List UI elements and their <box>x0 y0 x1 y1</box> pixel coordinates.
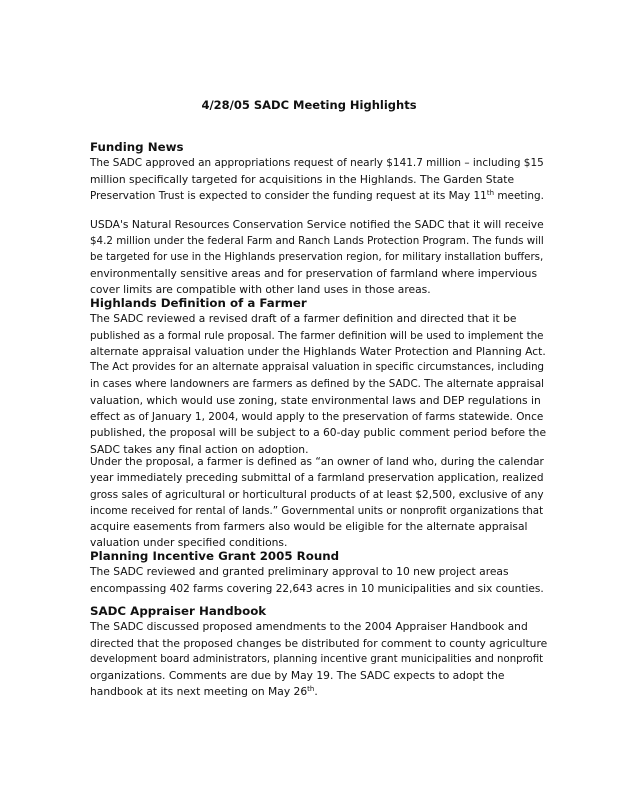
text-line: published as a formal rule proposal. The farmer definition will be used to implement the <box>90 329 544 342</box>
text-line: The SADC reviewed and granted preliminary approval to 10 new project areas <box>90 565 509 579</box>
section-funding-news <box>90 139 544 204</box>
text-line: alternate appraisal valuation under the Highlands Water Protection and Planning Act. <box>90 344 546 358</box>
section-heading: Funding News <box>90 140 184 154</box>
text-line: valuation, which would use zoning, state environmental laws and DEP regulations in <box>90 393 541 407</box>
text-line: $4.2 million under the federal Farm and Ranch Lands Protection Program. The funds will <box>90 235 544 248</box>
text-line: in cases where landowners are farmers as defined by the SADC. The alternate appraisal <box>90 378 545 391</box>
paragraph <box>90 155 544 204</box>
text-line-part: meeting. <box>494 189 544 202</box>
section-heading: Planning Incentive Grant 2005 Round <box>90 549 340 563</box>
section-highlands-farmer-definition <box>90 295 547 458</box>
text-line: gross sales of agricultural or horticultural products of at least $2,500, exclusive of any <box>90 488 544 501</box>
text-line: effect as of January 1, 2004, would apply to the preservation of farms statewide. Once <box>90 411 544 424</box>
text-line: published, the proposal will be subject to a 60-day public comment period before the <box>90 426 547 440</box>
text-line: SADC takes any final action on adoption. <box>90 442 309 456</box>
text-line: directed that the proposed changes be distributed for comment to county agriculture <box>90 636 548 650</box>
section-appraiser-handbook <box>90 603 548 701</box>
section-heading: Highlands Definition of a Farmer <box>90 296 307 310</box>
text-line: be targeted for use in the Highlands preservation region, for military installation buffers, <box>90 251 544 263</box>
text-line <box>90 188 544 204</box>
text-line-part: . <box>314 685 318 699</box>
paragraph <box>90 311 547 458</box>
text-line: development board administrators, planning incentive grant municipalities and nonprofit <box>90 653 544 665</box>
text-line: income received for rental of lands.” Governmental units or nonprofit organizations that <box>90 504 544 517</box>
text-line: encompassing 402 farms covering 22,643 acres in 10 municipalities and six counties. <box>90 582 544 595</box>
text-line: Under the proposal, a farmer is defined as “an owner of land who, during the calendar <box>90 456 544 468</box>
paragraph <box>90 619 548 700</box>
text-line: million specifically targeted for acquisitions in the Highlands. The Garden State <box>90 172 515 186</box>
text-line: cover limits are compatible with other land uses in those areas. <box>90 283 431 297</box>
text-line: acquire easements from farmers also would be eligible for the alternate appraisal <box>90 520 528 534</box>
text-line: year immediately preceding submittal of a farmland preservation application, realized <box>90 472 544 485</box>
text-line: USDA's Natural Resources Conservation Service notified the SADC that it will receive <box>90 218 544 231</box>
text-line: The SADC approved an appropriations request of nearly $141.7 million – including $15 <box>90 157 544 170</box>
text-line <box>90 684 540 700</box>
superscript-ordinal: th <box>486 188 495 197</box>
text-line-part: handbook at its next meeting on May 26 <box>90 685 308 699</box>
text-line-part: Preservation Trust is expected to consider the funding request at its May 11 <box>90 189 487 202</box>
paragraph <box>90 217 544 298</box>
paragraph <box>90 564 544 597</box>
document-title: 4/28/05 SADC Meeting Highlights <box>201 98 417 112</box>
paragraph <box>90 454 544 552</box>
text-line: valuation under specified conditions. <box>90 536 288 550</box>
superscript-ordinal: th <box>307 685 315 694</box>
section-planning-incentive-grant <box>90 548 544 597</box>
text-line: environmentally sensitive areas and for preservation of farmland where impervious <box>90 266 538 280</box>
section-highlands-farmer-definition-continued <box>90 454 544 552</box>
section-funding-news-continued <box>90 217 544 298</box>
text-line: The SADC reviewed a revised draft of a farmer definition and directed that it be <box>90 312 517 326</box>
text-line: The Act provides for an alternate appraisal valuation in specific circumstances, including <box>90 362 545 374</box>
text-line: organizations. Comments are due by May 19. The SADC expects to adopt the <box>90 669 505 683</box>
text-line: The SADC discussed proposed amendments to the 2004 Appraiser Handbook and <box>90 620 528 634</box>
section-heading: SADC Appraiser Handbook <box>90 604 267 618</box>
